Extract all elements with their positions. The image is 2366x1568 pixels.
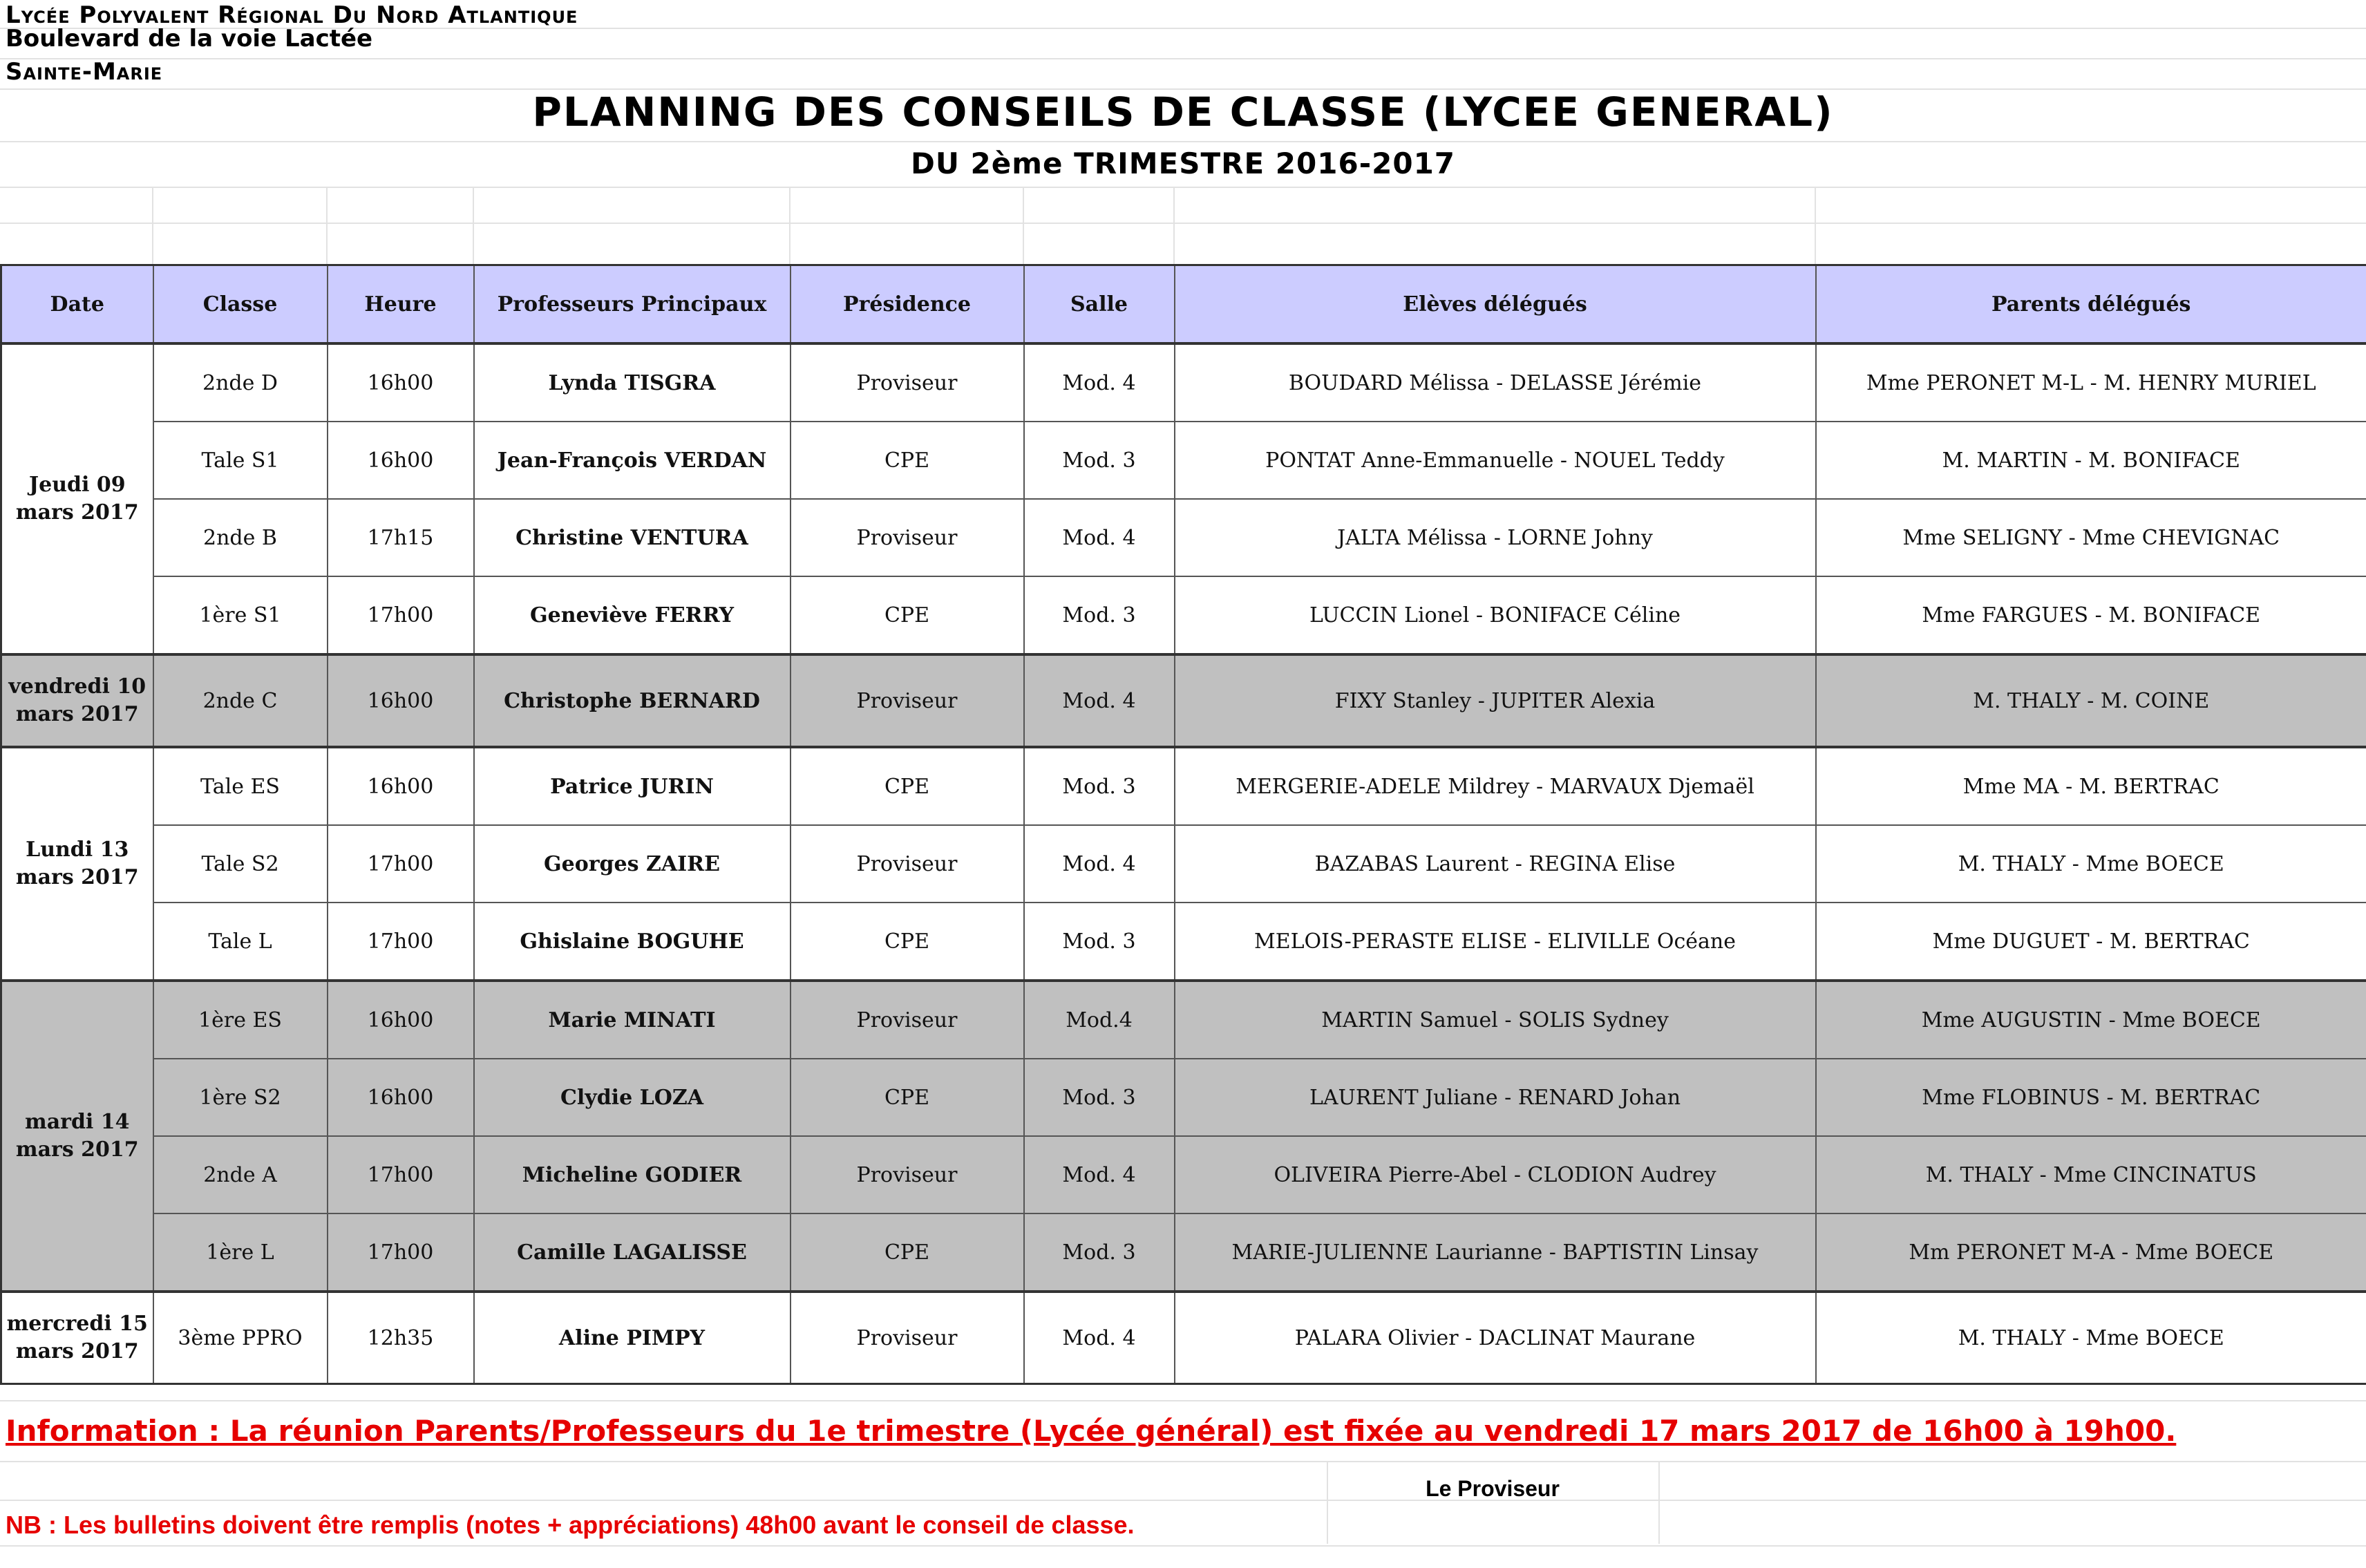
professeur-cell: Camille LAGALISSE xyxy=(474,1213,791,1292)
presidence-cell: CPE xyxy=(791,576,1024,654)
salle-cell: Mod. 3 xyxy=(1024,1213,1175,1292)
presidence-cell: CPE xyxy=(791,1213,1024,1292)
gridline xyxy=(789,187,791,264)
professeur-cell: Micheline GODIER xyxy=(474,1136,791,1213)
professeur-cell: Georges ZAIRE xyxy=(474,825,791,903)
eleves-cell: JALTA Mélissa - LORNE Johny xyxy=(1175,499,1816,576)
school-name: Lycée Polyvalent Régional Du Nord Atlantique xyxy=(6,1,578,29)
date-group xyxy=(1,654,2366,747)
professeur-cell: Lynda TISGRA xyxy=(474,343,791,422)
eleves-cell: MERGERIE-ADELE Mildrey - MARVAUX Djemaël xyxy=(1175,747,1816,825)
date-cell: mardi 14 mars 2017 xyxy=(1,981,153,1292)
professeur-cell: Clydie LOZA xyxy=(474,1059,791,1136)
parents-cell: Mme SELIGNY - Mme CHEVIGNAC xyxy=(1816,499,2366,576)
professeur-cell: Ghislaine BOGUHE xyxy=(474,903,791,981)
table-row xyxy=(1,825,2366,903)
gridline xyxy=(0,1500,2366,1501)
table-row xyxy=(1,499,2366,576)
classe-cell: 2nde B xyxy=(153,499,328,576)
information-note: Information : La réunion Parents/Professeurs du 1e trimestre (Lycée général) est fixée au vendredi 17 mars 2017 de 16h00 à 19h00. xyxy=(6,1414,2177,1448)
salle-cell: Mod. 3 xyxy=(1024,1059,1175,1136)
classe-cell: Tale S2 xyxy=(153,825,328,903)
professeur-cell: Christophe BERNARD xyxy=(474,654,791,747)
heure-cell: 16h00 xyxy=(328,422,474,499)
column-header-classe: Classe xyxy=(153,265,328,344)
professeur-cell: Aline PIMPY xyxy=(474,1292,791,1384)
gridline xyxy=(1173,187,1175,264)
eleves-cell: LUCCIN Lionel - BONIFACE Céline xyxy=(1175,576,1816,654)
presidence-cell: Proviseur xyxy=(791,499,1024,576)
classe-cell: 3ème PPRO xyxy=(153,1292,328,1384)
eleves-cell: BOUDARD Mélissa - DELASSE Jérémie xyxy=(1175,343,1816,422)
school-street: Boulevard de la voie Lactée xyxy=(6,25,373,53)
parents-cell: Mme MA - M. BERTRAC xyxy=(1816,747,2366,825)
classe-cell: Tale S1 xyxy=(153,422,328,499)
classe-cell: 1ère S2 xyxy=(153,1059,328,1136)
presidence-cell: CPE xyxy=(791,747,1024,825)
heure-cell: 17h00 xyxy=(328,576,474,654)
eleves-cell: BAZABAS Laurent - REGINA Elise xyxy=(1175,825,1816,903)
professeur-cell: Christine VENTURA xyxy=(474,499,791,576)
salle-cell: Mod.4 xyxy=(1024,981,1175,1059)
gridline xyxy=(1815,187,1816,264)
eleves-cell: OLIVEIRA Pierre-Abel - CLODION Audrey xyxy=(1175,1136,1816,1213)
gridline xyxy=(0,141,2366,142)
parents-cell: M. THALY - M. COINE xyxy=(1816,654,2366,747)
parents-cell: Mme PERONET M-L - M. HENRY MURIEL xyxy=(1816,343,2366,422)
salle-cell: Mod. 4 xyxy=(1024,343,1175,422)
parents-cell: M. MARTIN - M. BONIFACE xyxy=(1816,422,2366,499)
gridline xyxy=(0,187,2366,188)
professeur-cell: Jean-François VERDAN xyxy=(474,422,791,499)
salle-cell: Mod. 4 xyxy=(1024,825,1175,903)
parents-cell: Mme AUGUSTIN - Mme BOECE xyxy=(1816,981,2366,1059)
eleves-cell: MELOIS-PERASTE ELISE - ELIVILLE Océane xyxy=(1175,903,1816,981)
heure-cell: 17h00 xyxy=(328,1136,474,1213)
gridline xyxy=(0,1400,2366,1401)
table-row xyxy=(1,1136,2366,1213)
heure-cell: 12h35 xyxy=(328,1292,474,1384)
parents-cell: Mme FLOBINUS - M. BERTRAC xyxy=(1816,1059,2366,1136)
presidence-cell: Proviseur xyxy=(791,343,1024,422)
salle-cell: Mod. 3 xyxy=(1024,747,1175,825)
heure-cell: 16h00 xyxy=(328,343,474,422)
professeur-cell: Patrice JURIN xyxy=(474,747,791,825)
signature-label: Le Proviseur xyxy=(1426,1476,1560,1501)
salle-cell: Mod. 3 xyxy=(1024,422,1175,499)
classe-cell: 1ère S1 xyxy=(153,576,328,654)
date-group xyxy=(1,747,2366,981)
gridline xyxy=(152,187,153,264)
date-cell: mercredi 15 mars 2017 xyxy=(1,1292,153,1384)
page-subtitle: DU 2ème TRIMESTRE 2016-2017 xyxy=(910,147,1456,180)
salle-cell: Mod. 4 xyxy=(1024,1292,1175,1384)
classe-cell: 2nde D xyxy=(153,343,328,422)
gridline xyxy=(1023,187,1024,264)
column-header-professeurs: Professeurs Principaux xyxy=(474,265,791,344)
salle-cell: Mod. 4 xyxy=(1024,654,1175,747)
heure-cell: 16h00 xyxy=(328,747,474,825)
presidence-cell: Proviseur xyxy=(791,825,1024,903)
professeur-cell: Marie MINATI xyxy=(474,981,791,1059)
date-group xyxy=(1,981,2366,1292)
classe-cell: 2nde A xyxy=(153,1136,328,1213)
gridline xyxy=(326,187,328,264)
heure-cell: 17h00 xyxy=(328,825,474,903)
presidence-cell: CPE xyxy=(791,903,1024,981)
heure-cell: 16h00 xyxy=(328,654,474,747)
eleves-cell: PONTAT Anne-Emmanuelle - NOUEL Teddy xyxy=(1175,422,1816,499)
table-row xyxy=(1,747,2366,825)
column-header-parents: Parents délégués xyxy=(1816,265,2366,344)
parents-cell: Mme DUGUET - M. BERTRAC xyxy=(1816,903,2366,981)
parents-cell: M. THALY - Mme BOECE xyxy=(1816,1292,2366,1384)
date-group xyxy=(1,1292,2366,1384)
eleves-cell: MARTIN Samuel - SOLIS Sydney xyxy=(1175,981,1816,1059)
presidence-cell: Proviseur xyxy=(791,654,1024,747)
classe-cell: 1ère ES xyxy=(153,981,328,1059)
classe-cell: 2nde C xyxy=(153,654,328,747)
presidence-cell: Proviseur xyxy=(791,981,1024,1059)
presidence-cell: CPE xyxy=(791,1059,1024,1136)
gridline xyxy=(1658,1461,1660,1544)
presidence-cell: CPE xyxy=(791,422,1024,499)
heure-cell: 16h00 xyxy=(328,981,474,1059)
classe-cell: 1ère L xyxy=(153,1213,328,1292)
gridline xyxy=(473,187,474,264)
table-row xyxy=(1,654,2366,747)
eleves-cell: FIXY Stanley - JUPITER Alexia xyxy=(1175,654,1816,747)
heure-cell: 17h00 xyxy=(328,1213,474,1292)
parents-cell: Mm PERONET M-A - Mme BOECE xyxy=(1816,1213,2366,1292)
gridline xyxy=(0,223,2366,224)
salle-cell: Mod. 4 xyxy=(1024,1136,1175,1213)
heure-cell: 16h00 xyxy=(328,1059,474,1136)
presidence-cell: Proviseur xyxy=(791,1292,1024,1384)
classe-cell: Tale L xyxy=(153,903,328,981)
table-row xyxy=(1,903,2366,981)
column-header-salle: Salle xyxy=(1024,265,1175,344)
parents-cell: M. THALY - Mme CINCINATUS xyxy=(1816,1136,2366,1213)
column-header-heure: Heure xyxy=(328,265,474,344)
school-city: Sainte-Marie xyxy=(6,58,163,86)
table-row xyxy=(1,1292,2366,1384)
table-row xyxy=(1,981,2366,1059)
gridline xyxy=(0,1545,2366,1547)
table-row xyxy=(1,576,2366,654)
eleves-cell: LAURENT Juliane - RENARD Johan xyxy=(1175,1059,1816,1136)
date-cell: Lundi 13 mars 2017 xyxy=(1,747,153,981)
nb-note: NB : Les bulletins doivent être remplis (notes + appréciations) 48h00 avant le conseil de classe. xyxy=(6,1511,1135,1539)
table-row xyxy=(1,422,2366,499)
planning-table xyxy=(0,264,2366,1385)
presidence-cell: Proviseur xyxy=(791,1136,1024,1213)
table-row xyxy=(1,343,2366,422)
column-header-presidence: Présidence xyxy=(791,265,1024,344)
page-title: PLANNING DES CONSEILS DE CLASSE (LYCEE GENERAL) xyxy=(532,88,1834,135)
date-cell: vendredi 10 mars 2017 xyxy=(1,654,153,747)
eleves-cell: MARIE-JULIENNE Laurianne - BAPTISTIN Linsay xyxy=(1175,1213,1816,1292)
table-row xyxy=(1,1213,2366,1292)
salle-cell: Mod. 3 xyxy=(1024,903,1175,981)
heure-cell: 17h00 xyxy=(328,903,474,981)
professeur-cell: Geneviève FERRY xyxy=(474,576,791,654)
salle-cell: Mod. 3 xyxy=(1024,576,1175,654)
date-group xyxy=(1,343,2366,654)
salle-cell: Mod. 4 xyxy=(1024,499,1175,576)
classe-cell: Tale ES xyxy=(153,747,328,825)
heure-cell: 17h15 xyxy=(328,499,474,576)
parents-cell: Mme FARGUES - M. BONIFACE xyxy=(1816,576,2366,654)
gridline xyxy=(0,58,2366,59)
gridline xyxy=(0,1461,2366,1462)
column-header-eleves: Elèves délégués xyxy=(1175,265,1816,344)
column-header-date: Date xyxy=(1,265,153,344)
parents-cell: M. THALY - Mme BOECE xyxy=(1816,825,2366,903)
table-row xyxy=(1,1059,2366,1136)
gridline xyxy=(1327,1461,1328,1544)
eleves-cell: PALARA Olivier - DACLINAT Maurane xyxy=(1175,1292,1816,1384)
table-header-row xyxy=(1,265,2366,344)
date-cell: Jeudi 09 mars 2017 xyxy=(1,343,153,654)
